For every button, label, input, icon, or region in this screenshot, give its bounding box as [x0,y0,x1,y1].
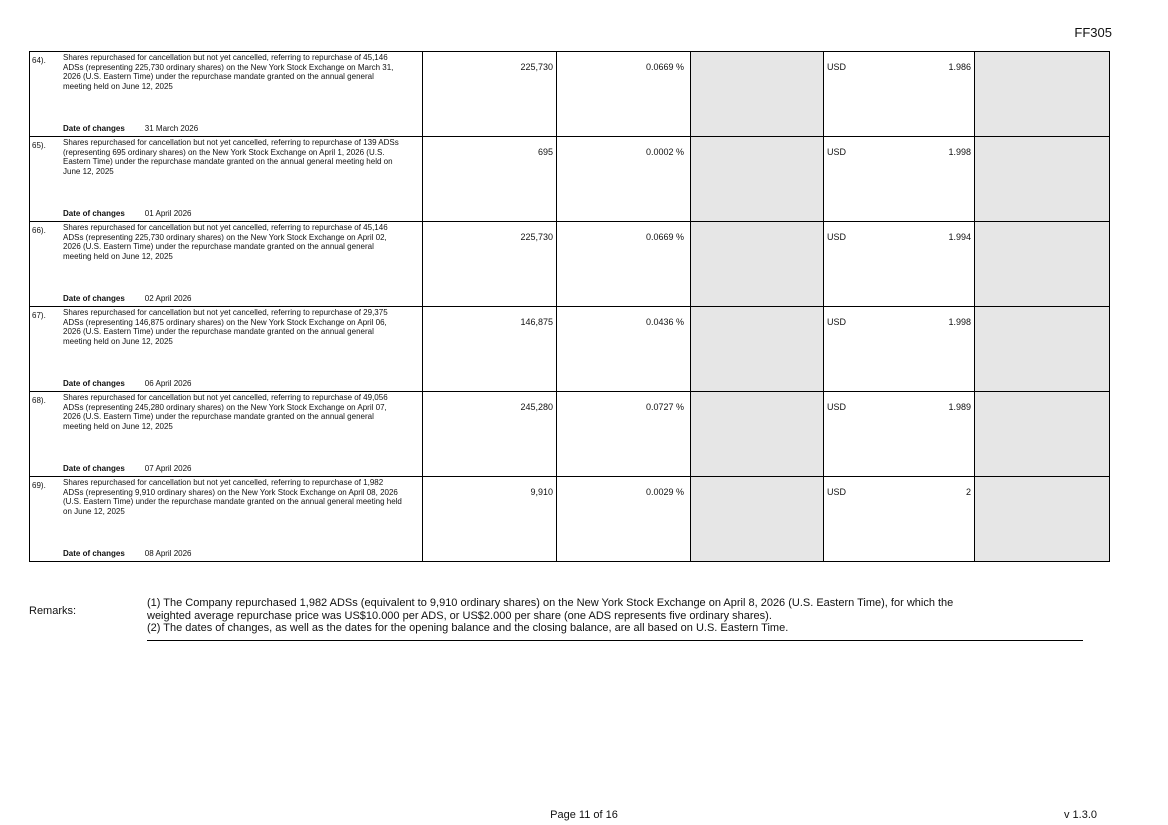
greyed-cell [691,52,824,137]
price-cell [824,307,975,392]
percent-cell [557,137,691,222]
description-cell [30,307,423,392]
remark-line: weighted average repurchase price was US$10.000 per ADS, or US$2.000 per share (one ADS represents five ordinary shares). [147,609,772,622]
percent-cell [557,477,691,562]
currency: USD [827,402,847,412]
row-index: 69). [32,481,46,490]
shares-cell [423,392,557,477]
date-label: Date of changes [63,124,125,133]
percent-value: 0.0669 % [645,232,684,242]
remark-line: (2) The dates of changes, as well as the dates for the opening balance and the closing balance, are all based on U.S. Eastern Time. [147,622,789,634]
shares-value: 225,730 [520,62,553,72]
greyed-cell [691,222,824,307]
row-index: 67). [32,311,46,320]
description-cell [30,52,423,137]
greyed-cell [975,222,1110,307]
price-value: 1.989 [948,402,971,412]
price-cell [824,52,975,137]
date-label: Date of changes [63,549,125,558]
date-label: Date of changes [63,464,125,473]
price-value: 1.994 [948,232,971,242]
row-index: 68). [32,396,46,405]
date-value: 08 April 2026 [144,549,192,558]
date-value: 02 April 2026 [144,294,192,303]
shares-cell [423,307,557,392]
percent-value: 0.0002 % [645,147,684,157]
row-index: 65). [32,141,46,150]
date-of-changes [63,124,198,133]
shares-cell [423,137,557,222]
remarks-label: Remarks: [29,605,77,617]
percent-value: 0.0436 % [645,317,684,327]
greyed-cell [975,307,1110,392]
table-row [30,307,1110,392]
price-cell [824,477,975,562]
row-description: Shares repurchased for cancellation but not yet cancelled, referring to repurchase of 49,056 ADSs (representing 245,280 ordinary shares) on the New York Stock Exchange on April 07, 2026 (U.S. Eastern Time) under the repurchase mandate granted on the annual general meeting held on June 12, 2025 [63,393,388,431]
row-index: 64). [32,56,46,65]
row-description: Shares repurchased for cancellation but not yet cancelled, referring to repurchase of 29,375 ADSs (representing 146,875 ordinary shares) on the New York Stock Exchange on April 06, 2026 (U.S. Eastern Time) under the repurchase mandate granted on the annual general meeting held on June 12, 2025 [63,308,388,346]
date-of-changes [63,209,192,218]
greyed-cell [975,392,1110,477]
greyed-cell [691,477,824,562]
table-row [30,222,1110,307]
date-value: 01 April 2026 [144,209,192,218]
form-code: FF305 [1074,25,1112,40]
share-changes-table [29,51,1110,562]
shares-cell [423,477,557,562]
greyed-cell [975,52,1110,137]
price-value: 1.998 [948,317,971,327]
currency: USD [827,147,847,157]
remark-line: (1) The Company repurchased 1,982 ADSs (equivalent to 9,910 ordinary shares) on the New York Stock Exchange on April 8, 2026 (U.S. Eastern Time), for which the [147,597,954,609]
percent-value: 0.0727 % [645,402,684,412]
percent-cell [557,392,691,477]
percent-cell [557,52,691,137]
row-index: 66). [32,226,46,235]
price-cell [824,392,975,477]
price-value: 2 [965,487,971,497]
table-row [30,137,1110,222]
percent-cell [557,307,691,392]
table-row [30,392,1110,477]
shares-value: 695 [537,147,553,157]
greyed-cell [691,307,824,392]
shares-value: 146,875 [520,317,553,327]
description-cell [30,222,423,307]
currency: USD [827,317,847,327]
row-description: Shares repurchased for cancellation but not yet cancelled, referring to repurchase of 45,146 ADSs (representing 225,730 ordinary shares) on the New York Stock Exchange on April 02, 2026 (U.S. Eastern Time) under the repurchase mandate granted on the annual general meeting held on June 12, 2025 [63,223,388,261]
page-number: Page 11 of 16 [550,809,618,821]
percent-cell [557,222,691,307]
date-of-changes [63,549,192,558]
percent-value: 0.0669 % [645,62,684,72]
greyed-cell [975,137,1110,222]
table-row [30,477,1110,562]
date-label: Date of changes [63,294,125,303]
greyed-cell [975,477,1110,562]
percent-value: 0.0029 % [645,487,684,497]
shares-value: 225,730 [520,232,553,242]
date-of-changes [63,464,192,473]
shares-value: 9,910 [530,487,553,497]
currency: USD [827,62,847,72]
price-cell [824,137,975,222]
shares-cell [423,52,557,137]
description-cell [30,477,423,562]
shares-value: 245,280 [520,402,553,412]
remarks-underline [147,640,1083,641]
greyed-cell [691,392,824,477]
row-description: Shares repurchased for cancellation but not yet cancelled, referring to repurchase of 45,146 ADSs (representing 225,730 ordinary shares) on the New York Stock Exchange on March 31, 2026 (U.S. Eastern Time) under the repurchase mandate granted on the annual general meeting held on June 12, 2025 [63,53,394,91]
date-of-changes [63,379,192,388]
price-value: 1.998 [948,147,971,157]
shares-cell [423,222,557,307]
date-value: 07 April 2026 [144,464,192,473]
price-value: 1.986 [948,62,971,72]
description-cell [30,392,423,477]
table-row [30,52,1110,137]
date-value: 31 March 2026 [144,124,199,133]
remarks-body [147,597,1083,635]
currency: USD [827,487,847,497]
version-label: v 1.3.0 [1063,809,1097,821]
date-value: 06 April 2026 [144,379,192,388]
row-description: Shares repurchased for cancellation but not yet cancelled, referring to repurchase of 139 ADSs (representing 695 ordinary shares) on the New York Stock Exchange on April 1, 2026 (U.S. Eastern Time) under the repurchase mandate granted on the annual general meeting held on June 12, 2025 [63,138,399,176]
date-label: Date of changes [63,209,125,218]
date-label: Date of changes [63,379,125,388]
currency: USD [827,232,847,242]
greyed-cell [691,137,824,222]
description-cell [30,137,423,222]
row-description: Shares repurchased for cancellation but not yet cancelled, referring to repurchase of 1,982 ADSs (representing 9,910 ordinary shares) on the New York Stock Exchange on April 08, 2026 (U.S. Eastern Time) under the repurchase mandate granted on the annual general meeting held on June 12, 2025 [63,478,402,516]
date-of-changes [63,294,192,303]
price-cell [824,222,975,307]
